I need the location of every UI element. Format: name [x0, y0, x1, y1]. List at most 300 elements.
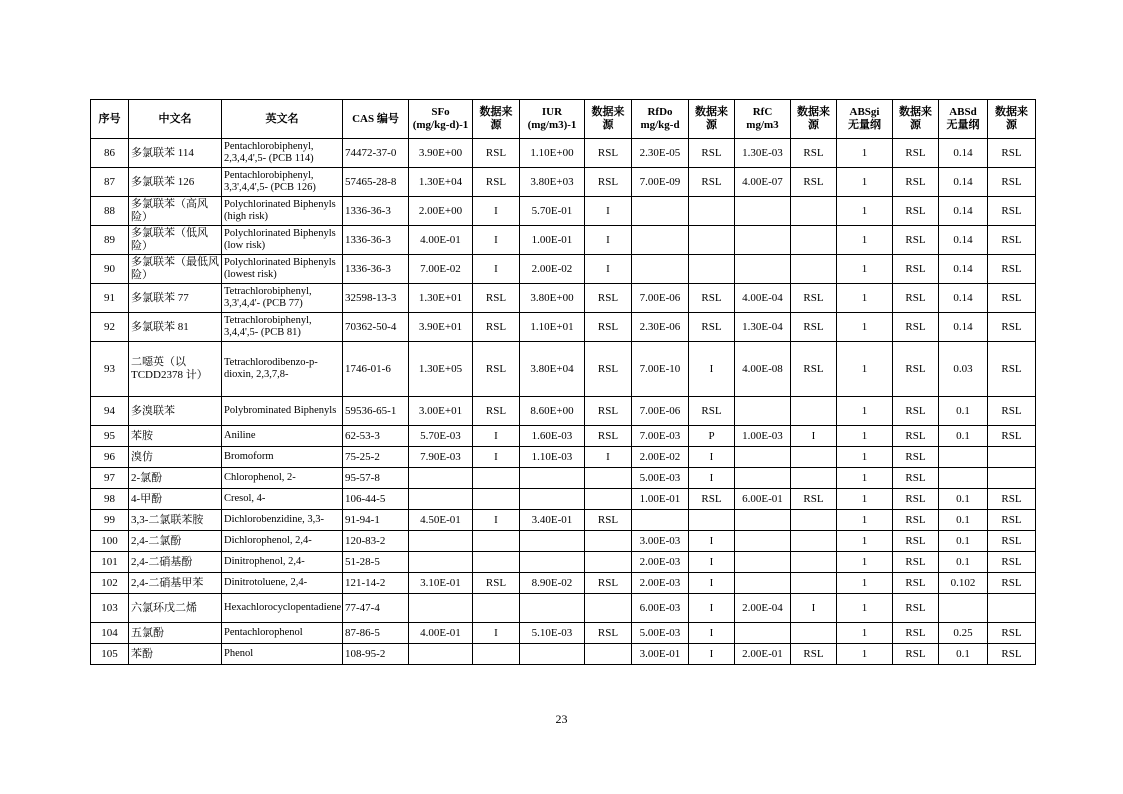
header-source: 数据来源: [893, 100, 939, 139]
cell-rfdo-source: I: [689, 573, 735, 594]
cell-sfo-source: RSL: [473, 573, 520, 594]
cell-sfo-source: RSL: [473, 397, 520, 426]
header-rfc-label: RfC: [752, 106, 773, 118]
cell-chinese-name: 2,4-二氯酚: [129, 531, 222, 552]
cell-absgi: 1: [837, 489, 893, 510]
cell-rfc: 1.30E-04: [735, 313, 791, 342]
cell-english-name: Tetrachlorobiphenyl, 3,3',4,4'- (PCB 77): [222, 284, 343, 313]
cell-cas-number: 91-94-1: [343, 510, 409, 531]
cell-cas-number: 75-25-2: [343, 447, 409, 468]
cell-absgi-source: RSL: [893, 594, 939, 623]
cell-rfc: 4.00E-07: [735, 168, 791, 197]
cell-sfo: [409, 531, 473, 552]
cell-absd: 0.1: [939, 397, 988, 426]
cell-absgi-source: RSL: [893, 226, 939, 255]
cell-rfdo: 2.00E-03: [632, 552, 689, 573]
cell-rfc-source: [791, 552, 837, 573]
cell-english-name: Pentachlorobiphenyl, 3,3',4,4',5- (PCB 126): [222, 168, 343, 197]
cell-rfc-source: RSL: [791, 284, 837, 313]
cell-index: 98: [91, 489, 129, 510]
cell-rfc-source: [791, 226, 837, 255]
header-source: 数据来源: [473, 100, 520, 139]
cell-absd-source: RSL: [988, 623, 1036, 644]
cell-absgi-source: RSL: [893, 644, 939, 665]
cell-sfo-source: I: [473, 623, 520, 644]
cell-absd: [939, 594, 988, 623]
cell-sfo: 4.00E-01: [409, 623, 473, 644]
cell-absgi-source: RSL: [893, 510, 939, 531]
cell-index: 102: [91, 573, 129, 594]
cell-iur-source: RSL: [585, 313, 632, 342]
cell-rfdo-source: [689, 255, 735, 284]
cell-absd-source: RSL: [988, 489, 1036, 510]
header-absgi: [837, 100, 893, 139]
header-iur: [520, 100, 585, 139]
cell-iur-source: RSL: [585, 510, 632, 531]
cell-rfc: 6.00E-01: [735, 489, 791, 510]
cell-rfc-source: [791, 573, 837, 594]
cell-sfo-source: I: [473, 255, 520, 284]
cell-rfdo-source: RSL: [689, 168, 735, 197]
cell-rfdo: [632, 255, 689, 284]
cell-absd: 0.03: [939, 342, 988, 397]
cell-absd-source: RSL: [988, 255, 1036, 284]
cell-index: 101: [91, 552, 129, 573]
cell-absd-source: RSL: [988, 168, 1036, 197]
table-row: [91, 489, 1036, 510]
cell-cas-number: 106-44-5: [343, 489, 409, 510]
cell-absgi: 1: [837, 531, 893, 552]
cell-chinese-name: 多氯联苯（高风险）: [129, 197, 222, 226]
cell-absd-source: RSL: [988, 139, 1036, 168]
cell-absd-source: RSL: [988, 342, 1036, 397]
cell-sfo-source: [473, 489, 520, 510]
cell-chinese-name: 多氯联苯 77: [129, 284, 222, 313]
cell-absgi: 1: [837, 468, 893, 489]
cell-sfo-source: [473, 468, 520, 489]
cell-cas-number: 1746-01-6: [343, 342, 409, 397]
table-row: [91, 531, 1036, 552]
cell-rfdo: 7.00E-06: [632, 284, 689, 313]
cell-iur: 5.70E-01: [520, 197, 585, 226]
header-source: 数据来源: [988, 100, 1036, 139]
cell-cas-number: 121-14-2: [343, 573, 409, 594]
cell-cas-number: 32598-13-3: [343, 284, 409, 313]
header-rfdo-unit: mg/kg-d: [640, 119, 680, 131]
cell-chinese-name: 3,3-二氯联苯胺: [129, 510, 222, 531]
cell-index: 93: [91, 342, 129, 397]
header-rfc-unit: mg/m3: [746, 119, 779, 131]
cell-iur: 8.90E-02: [520, 573, 585, 594]
cell-sfo-source: [473, 644, 520, 665]
cell-iur-source: [585, 468, 632, 489]
header-iur-unit: (mg/m3)-1: [527, 119, 577, 131]
cell-sfo: [409, 552, 473, 573]
cell-absgi: 1: [837, 197, 893, 226]
cell-rfc: [735, 623, 791, 644]
cell-index: 105: [91, 644, 129, 665]
cell-english-name: Aniline: [222, 426, 343, 447]
header-absd-unit: 无量纲: [946, 119, 980, 131]
cell-rfdo-source: RSL: [689, 139, 735, 168]
cell-chinese-name: 多氯联苯 81: [129, 313, 222, 342]
cell-rfdo: 2.30E-05: [632, 139, 689, 168]
cell-absd: 0.14: [939, 255, 988, 284]
header-iur-label: IUR: [541, 106, 563, 118]
cell-index: 100: [91, 531, 129, 552]
cell-absgi-source: RSL: [893, 573, 939, 594]
cell-iur-source: RSL: [585, 168, 632, 197]
cell-rfdo-source: I: [689, 342, 735, 397]
cell-index: 104: [91, 623, 129, 644]
cell-absd: 0.1: [939, 426, 988, 447]
cell-index: 97: [91, 468, 129, 489]
table-row: [91, 573, 1036, 594]
cell-iur: [520, 489, 585, 510]
cell-iur-source: RSL: [585, 623, 632, 644]
cell-chinese-name: 多氯联苯（最低风险）: [129, 255, 222, 284]
cell-sfo-source: I: [473, 510, 520, 531]
cell-index: 103: [91, 594, 129, 623]
table-row: [91, 510, 1036, 531]
header-absd-label: ABSd: [949, 106, 977, 118]
table-row: [91, 552, 1036, 573]
cell-rfdo: 1.00E-01: [632, 489, 689, 510]
table-row: [91, 255, 1036, 284]
cell-absd-source: RSL: [988, 397, 1036, 426]
cell-rfc: [735, 397, 791, 426]
cell-iur-source: [585, 531, 632, 552]
cell-rfdo: 7.00E-06: [632, 397, 689, 426]
cell-rfc-source: [791, 623, 837, 644]
cell-english-name: Dichlorophenol, 2,4-: [222, 531, 343, 552]
cell-rfdo-source: I: [689, 623, 735, 644]
header-rfdo-label: RfDo: [647, 106, 673, 118]
cell-sfo-source: RSL: [473, 168, 520, 197]
cell-sfo-source: I: [473, 197, 520, 226]
cell-absgi-source: RSL: [893, 397, 939, 426]
cell-absd: [939, 468, 988, 489]
cell-rfdo-source: I: [689, 447, 735, 468]
cell-sfo: [409, 468, 473, 489]
cell-absgi: 1: [837, 397, 893, 426]
cell-absgi-source: RSL: [893, 468, 939, 489]
cell-english-name: Polychlorinated Biphenyls (low risk): [222, 226, 343, 255]
table-row: [91, 468, 1036, 489]
cell-chinese-name: 4-甲酚: [129, 489, 222, 510]
cell-rfc: [735, 197, 791, 226]
cell-absd: 0.1: [939, 644, 988, 665]
cell-rfdo: 7.00E-03: [632, 426, 689, 447]
cell-sfo: 7.00E-02: [409, 255, 473, 284]
cell-rfc: 1.30E-03: [735, 139, 791, 168]
cell-iur: 3.80E+03: [520, 168, 585, 197]
cell-rfc-source: RSL: [791, 342, 837, 397]
cell-iur: 3.80E+04: [520, 342, 585, 397]
cell-cas-number: 87-86-5: [343, 623, 409, 644]
table-row: [91, 197, 1036, 226]
table-header: [91, 100, 1036, 139]
cell-index: 86: [91, 139, 129, 168]
cell-rfdo: 7.00E-10: [632, 342, 689, 397]
cell-cas-number: 120-83-2: [343, 531, 409, 552]
cell-rfc: [735, 255, 791, 284]
cell-rfc: 2.00E-04: [735, 594, 791, 623]
cell-rfc: [735, 226, 791, 255]
cell-absgi: 1: [837, 342, 893, 397]
cell-iur: [520, 552, 585, 573]
cell-iur-source: RSL: [585, 426, 632, 447]
cell-cas-number: 70362-50-4: [343, 313, 409, 342]
header-absgi-unit: 无量纲: [848, 119, 881, 131]
cell-absd: 0.1: [939, 510, 988, 531]
cell-sfo-source: [473, 594, 520, 623]
table-row: [91, 594, 1036, 623]
cell-rfc-source: [791, 468, 837, 489]
cell-rfdo-source: [689, 510, 735, 531]
cell-rfc-source: RSL: [791, 489, 837, 510]
cell-iur-source: [585, 644, 632, 665]
cell-english-name: Dinitrophenol, 2,4-: [222, 552, 343, 573]
cell-sfo: 5.70E-03: [409, 426, 473, 447]
cell-absgi-source: RSL: [893, 342, 939, 397]
cell-iur-source: I: [585, 255, 632, 284]
cell-iur-source: [585, 552, 632, 573]
cell-chinese-name: 六氯环戊二烯: [129, 594, 222, 623]
cell-absgi: 1: [837, 255, 893, 284]
cell-absgi-source: RSL: [893, 168, 939, 197]
cell-sfo: 3.90E+00: [409, 139, 473, 168]
cell-sfo: 3.90E+01: [409, 313, 473, 342]
table-row: [91, 139, 1036, 168]
cell-english-name: Tetrachlorobiphenyl, 3,4,4',5- (PCB 81): [222, 313, 343, 342]
cell-rfc-source: I: [791, 594, 837, 623]
cell-absgi: 1: [837, 573, 893, 594]
cell-rfdo-source: I: [689, 594, 735, 623]
cell-absd-source: RSL: [988, 197, 1036, 226]
cell-index: 90: [91, 255, 129, 284]
cell-rfdo-source: I: [689, 644, 735, 665]
cell-rfdo-source: RSL: [689, 313, 735, 342]
cell-rfc: [735, 552, 791, 573]
cell-iur: 3.40E-01: [520, 510, 585, 531]
cell-absd-source: RSL: [988, 510, 1036, 531]
header-sfo-label: SFo: [431, 106, 450, 118]
cell-rfdo: 2.00E-02: [632, 447, 689, 468]
cell-rfdo-source: I: [689, 552, 735, 573]
cell-iur-source: RSL: [585, 573, 632, 594]
cell-rfdo: 2.00E-03: [632, 573, 689, 594]
cell-rfc: 4.00E-08: [735, 342, 791, 397]
cell-rfdo: [632, 197, 689, 226]
cell-english-name: Polybrominated Biphenyls: [222, 397, 343, 426]
cell-chinese-name: 2,4-二硝基甲苯: [129, 573, 222, 594]
cell-sfo-source: RSL: [473, 313, 520, 342]
cell-sfo: 2.00E+00: [409, 197, 473, 226]
cell-rfc-source: [791, 255, 837, 284]
cell-absgi-source: RSL: [893, 139, 939, 168]
cell-rfc-source: RSL: [791, 168, 837, 197]
cell-iur: 1.10E+00: [520, 139, 585, 168]
cell-cas-number: 51-28-5: [343, 552, 409, 573]
cell-rfdo-source: P: [689, 426, 735, 447]
cell-absd-source: [988, 447, 1036, 468]
cell-iur-source: I: [585, 447, 632, 468]
cell-sfo: [409, 644, 473, 665]
cell-rfdo-source: RSL: [689, 397, 735, 426]
cell-english-name: Dinitrotoluene, 2,4-: [222, 573, 343, 594]
cell-rfc-source: I: [791, 426, 837, 447]
cell-cas-number: 1336-36-3: [343, 197, 409, 226]
cell-rfc-source: RSL: [791, 139, 837, 168]
cell-rfdo-source: [689, 226, 735, 255]
cell-absd-source: RSL: [988, 313, 1036, 342]
cell-absgi: 1: [837, 313, 893, 342]
header-source: 数据来源: [791, 100, 837, 139]
cell-index: 87: [91, 168, 129, 197]
cell-chinese-name: 多溴联苯: [129, 397, 222, 426]
cell-iur-source: RSL: [585, 139, 632, 168]
cell-absd: 0.14: [939, 226, 988, 255]
header-source: 数据来源: [689, 100, 735, 139]
cell-iur: 3.80E+00: [520, 284, 585, 313]
cell-chinese-name: 溴仿: [129, 447, 222, 468]
cell-rfc: 4.00E-04: [735, 284, 791, 313]
cell-absgi: 1: [837, 623, 893, 644]
table-row: [91, 623, 1036, 644]
cell-absd: 0.1: [939, 552, 988, 573]
cell-rfdo-source: I: [689, 468, 735, 489]
cell-rfc: [735, 510, 791, 531]
cell-index: 92: [91, 313, 129, 342]
cell-sfo-source: [473, 531, 520, 552]
cell-absd: 0.14: [939, 313, 988, 342]
cell-sfo-source: I: [473, 226, 520, 255]
cell-absd-source: RSL: [988, 284, 1036, 313]
cell-absd: 0.14: [939, 139, 988, 168]
cell-iur: [520, 468, 585, 489]
header-absgi-label: ABSgi: [849, 106, 880, 118]
cell-english-name: Pentachlorobiphenyl, 2,3,4,4',5- (PCB 114): [222, 139, 343, 168]
table-row: [91, 644, 1036, 665]
cell-iur: 8.60E+00: [520, 397, 585, 426]
cell-iur-source: [585, 489, 632, 510]
cell-iur-source: I: [585, 197, 632, 226]
header-english-name: 英文名: [222, 100, 343, 139]
cell-cas-number: 59536-65-1: [343, 397, 409, 426]
cell-chinese-name: 2,4-二硝基酚: [129, 552, 222, 573]
cell-iur-source: RSL: [585, 284, 632, 313]
cell-rfc: [735, 468, 791, 489]
cell-chinese-name: 二噁英（以 TCDD2378 计）: [129, 342, 222, 397]
cell-iur: 1.10E+01: [520, 313, 585, 342]
cell-sfo: [409, 489, 473, 510]
table-row: [91, 284, 1036, 313]
cell-english-name: Bromoform: [222, 447, 343, 468]
table-row: [91, 226, 1036, 255]
cell-english-name: Dichlorobenzidine, 3,3-: [222, 510, 343, 531]
table-row: [91, 426, 1036, 447]
cell-absgi-source: RSL: [893, 313, 939, 342]
header-source: 数据来源: [585, 100, 632, 139]
cell-absd-source: [988, 468, 1036, 489]
header-sfo-unit: (mg/kg-d)-1: [412, 119, 469, 131]
header-index: 序号: [91, 100, 129, 139]
cell-cas-number: 1336-36-3: [343, 226, 409, 255]
cell-index: 95: [91, 426, 129, 447]
cell-absd: 0.25: [939, 623, 988, 644]
cell-sfo: [409, 594, 473, 623]
cell-sfo: 4.00E-01: [409, 226, 473, 255]
cell-sfo: 7.90E-03: [409, 447, 473, 468]
header-sfo: [409, 100, 473, 139]
cell-rfdo-source: [689, 197, 735, 226]
cell-absd-source: [988, 594, 1036, 623]
cell-absd-source: RSL: [988, 426, 1036, 447]
cell-chinese-name: 苯酚: [129, 644, 222, 665]
cell-rfdo-source: RSL: [689, 284, 735, 313]
cell-rfdo-source: I: [689, 531, 735, 552]
cell-sfo-source: RSL: [473, 342, 520, 397]
cell-rfdo: [632, 226, 689, 255]
cell-absgi: 1: [837, 510, 893, 531]
cell-rfdo: 5.00E-03: [632, 468, 689, 489]
cell-index: 94: [91, 397, 129, 426]
cell-rfc: 2.00E-01: [735, 644, 791, 665]
cell-rfdo: 2.30E-06: [632, 313, 689, 342]
cell-iur: [520, 531, 585, 552]
cell-iur-source: RSL: [585, 342, 632, 397]
cell-cas-number: 108-95-2: [343, 644, 409, 665]
cell-rfc: 1.00E-03: [735, 426, 791, 447]
table-body: [91, 139, 1036, 665]
cell-chinese-name: 多氯联苯 126: [129, 168, 222, 197]
cell-sfo: 1.30E+05: [409, 342, 473, 397]
cell-rfdo: 6.00E-03: [632, 594, 689, 623]
cell-rfdo: 7.00E-09: [632, 168, 689, 197]
cell-english-name: Cresol, 4-: [222, 489, 343, 510]
cell-chinese-name: 2-氯酚: [129, 468, 222, 489]
cell-sfo: 3.10E-01: [409, 573, 473, 594]
cell-absgi-source: RSL: [893, 552, 939, 573]
cell-sfo-source: RSL: [473, 139, 520, 168]
cell-absgi: 1: [837, 447, 893, 468]
cell-sfo-source: I: [473, 447, 520, 468]
cell-rfc: [735, 573, 791, 594]
cell-rfc: [735, 531, 791, 552]
cell-english-name: Chlorophenol, 2-: [222, 468, 343, 489]
cell-iur: 5.10E-03: [520, 623, 585, 644]
cell-absd: 0.1: [939, 489, 988, 510]
cell-absd-source: RSL: [988, 573, 1036, 594]
cell-absd: 0.1: [939, 531, 988, 552]
cell-english-name: Polychlorinated Biphenyls (lowest risk): [222, 255, 343, 284]
page-number: 23: [555, 712, 568, 726]
cell-sfo: 4.50E-01: [409, 510, 473, 531]
cell-english-name: Polychlorinated Biphenyls (high risk): [222, 197, 343, 226]
cell-absgi: 1: [837, 426, 893, 447]
cell-absd-source: RSL: [988, 552, 1036, 573]
cell-absgi: 1: [837, 284, 893, 313]
header-absd: [939, 100, 988, 139]
cell-iur-source: I: [585, 226, 632, 255]
cell-absgi: 1: [837, 226, 893, 255]
cell-absgi-source: RSL: [893, 489, 939, 510]
header-rfdo: [632, 100, 689, 139]
cell-index: 91: [91, 284, 129, 313]
cell-sfo-source: [473, 552, 520, 573]
cell-chinese-name: 苯胺: [129, 426, 222, 447]
